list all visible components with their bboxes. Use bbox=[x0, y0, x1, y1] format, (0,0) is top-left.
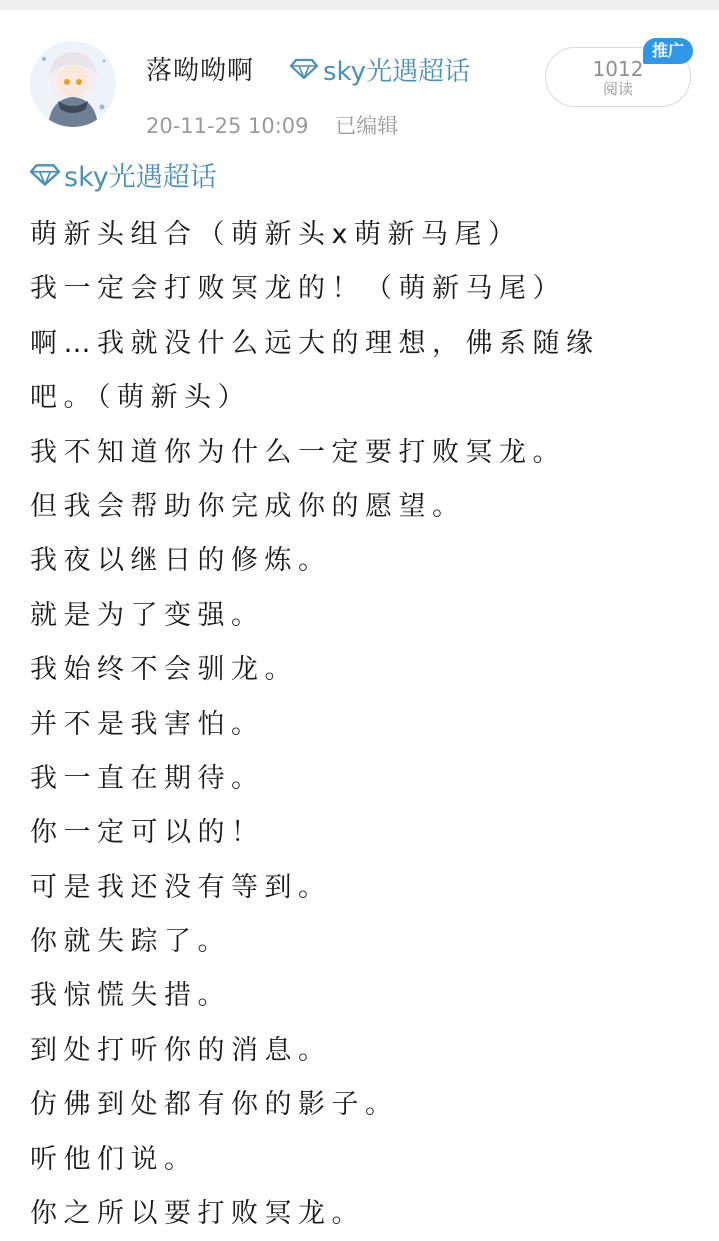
avatar[interactable] bbox=[30, 41, 116, 127]
diamond-icon bbox=[30, 163, 60, 187]
post-meta bbox=[146, 110, 418, 140]
read-label: 阅读 bbox=[602, 80, 633, 98]
post-card bbox=[0, 10, 719, 1231]
post-body bbox=[30, 208, 690, 1241]
body-line: 仿佛到处都有你的影子。 bbox=[30, 1089, 399, 1121]
body-line: 我不知道你为什么一定要打败冥龙。 bbox=[30, 436, 566, 468]
body-line: 我一定会打败冥龙的！（萌新马尾） bbox=[30, 273, 566, 305]
body-line: 就是为了变强。 bbox=[30, 599, 265, 631]
body-line: 我始终不会驯龙。 bbox=[30, 654, 298, 686]
promotion-badge: 推广 bbox=[643, 38, 693, 64]
body-line: 到处打听你的消息。 bbox=[30, 1034, 332, 1066]
top-divider bbox=[0, 0, 719, 10]
body-line: 你之所以要打败冥龙。 bbox=[30, 1198, 365, 1230]
body-line: 可是我还没有等到。 bbox=[30, 871, 332, 903]
body-line: 萌新头组合（萌新头x萌新马尾） bbox=[30, 219, 522, 250]
header-topic-label: sky光遇超话 bbox=[323, 56, 471, 87]
body-line: 我夜以继日的修炼。 bbox=[30, 545, 332, 577]
read-count: 1012 bbox=[592, 57, 644, 81]
body-line: 但我会帮助你完成你的愿望。 bbox=[30, 490, 466, 522]
body-line: 啊…我就没什么远大的理想，佛系随缘 bbox=[30, 327, 600, 359]
content-topic-link[interactable] bbox=[30, 155, 217, 194]
post-timestamp: 20-11-25 10:09 bbox=[146, 114, 309, 138]
body-line: 并不是我害怕。 bbox=[30, 708, 265, 740]
body-line: 你就失踪了。 bbox=[30, 926, 231, 958]
content-topic-label: sky光遇超话 bbox=[64, 162, 217, 193]
header-topic-link[interactable] bbox=[290, 51, 470, 87]
avatar-illustration bbox=[30, 41, 116, 127]
body-line: 我惊慌失措。 bbox=[30, 980, 231, 1012]
body-line: 吧。（萌新头） bbox=[30, 382, 251, 414]
edited-label: 已编辑 bbox=[335, 114, 399, 138]
body-line: 听他们说。 bbox=[30, 1143, 198, 1175]
body-line: 你一定可以的！ bbox=[30, 817, 265, 849]
author-name[interactable]: 落呦呦啊 bbox=[146, 56, 255, 86]
diamond-icon bbox=[290, 58, 318, 80]
body-line: 我一直在期待。 bbox=[30, 762, 265, 794]
